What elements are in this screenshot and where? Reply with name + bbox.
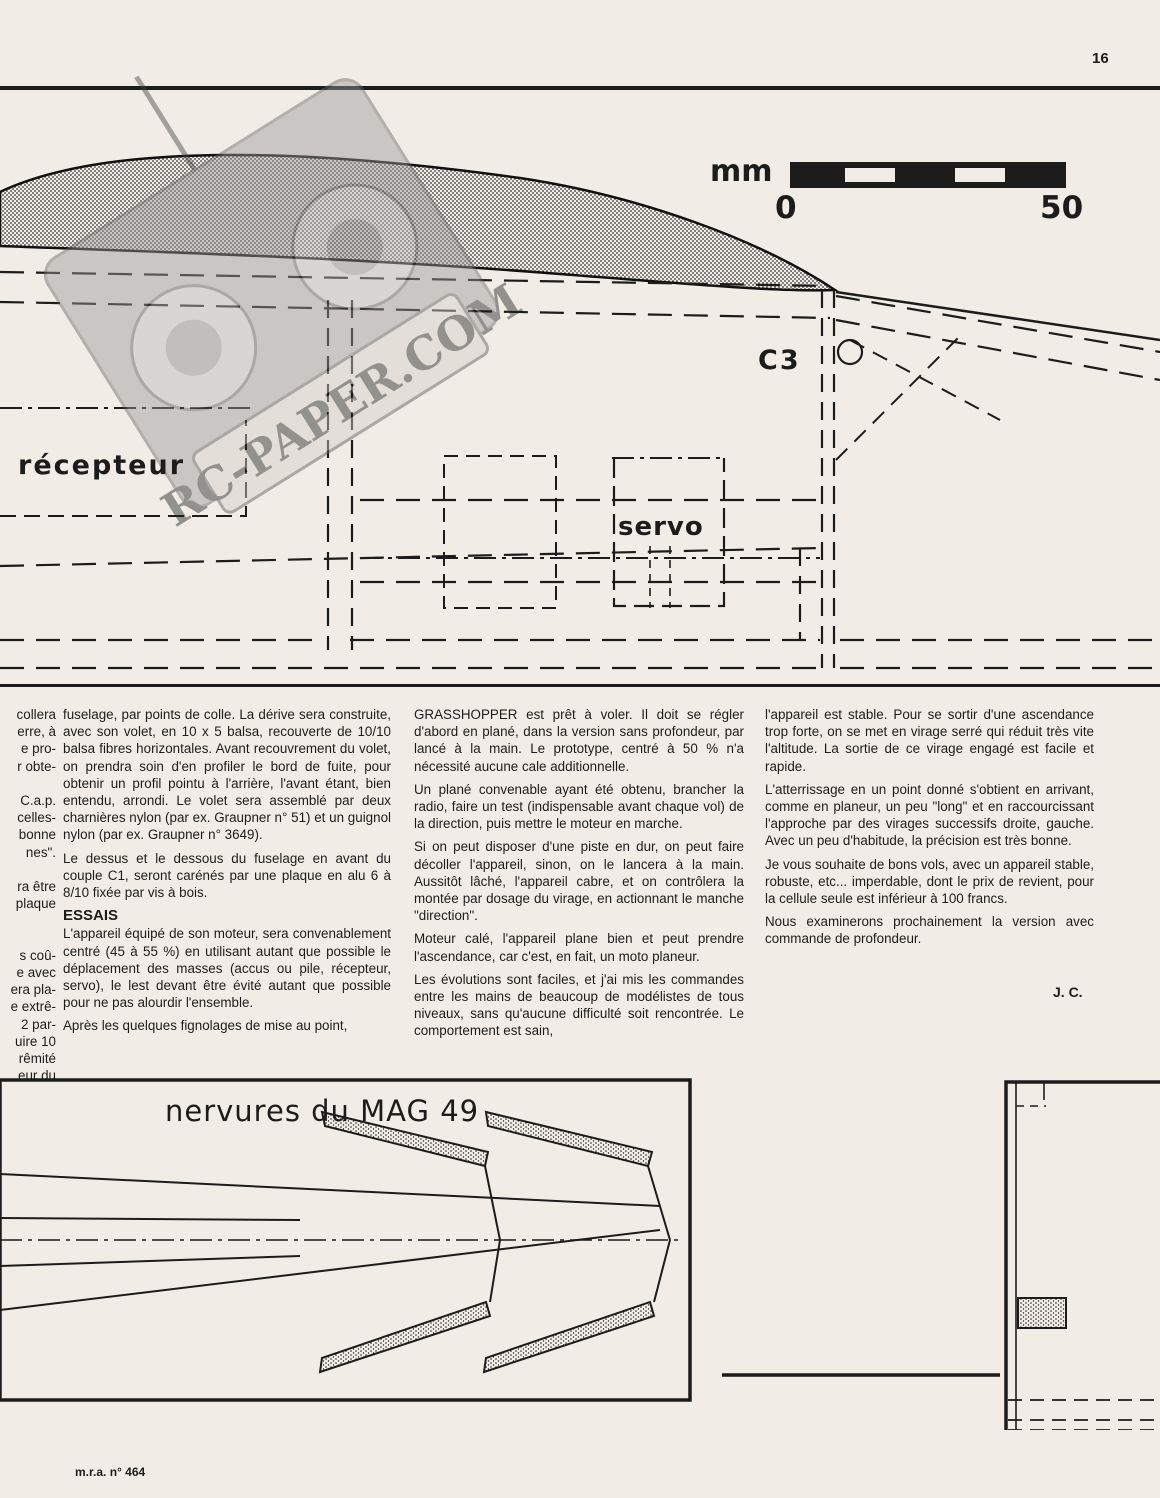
- c3-label: C3: [758, 345, 801, 376]
- cut-line: collera: [16, 707, 56, 722]
- scale-end: 50: [1040, 190, 1084, 226]
- cut-line: era pla-: [10, 982, 56, 998]
- paragraph: Les évolutions sont faciles, et j'ai mis les commandes entre les mains de beaucoup de modélistes de tous niveaux, sans qu'aucune difficulté soit rencontrée. Le comportement est sain,: [414, 971, 744, 1039]
- cut-line: e pro-: [21, 741, 56, 757]
- author-signature: J. C.: [1053, 984, 1083, 1000]
- paragraph: l'appareil est stable. Pour se sortir d'une ascendance trop forte, on se met en virage serré qui réduit très vite l'altitude. La sortie de ce virage engagé est facile et rapide.: [765, 707, 1094, 774]
- section-rule: [0, 684, 1160, 687]
- c3-hole: [838, 340, 862, 364]
- paragraph: Après les quelques fignolages de mise au point,: [63, 1018, 348, 1034]
- scale-start: 0: [775, 190, 797, 226]
- scale-bar: [790, 162, 1066, 188]
- cut-line: [0, 912, 56, 929]
- article-column-1: [63, 706, 391, 1041]
- ribs-title: nervures du MAG 49: [165, 1094, 480, 1128]
- cut-line: e extrê-: [10, 999, 56, 1015]
- section-heading: ESSAIS: [63, 907, 119, 925]
- paragraph: Le dessus et le dessous du fuselage en avant du couple C1, seront carénés par une plaque en alu 6 à 8/10 fixée par vis à bois.: [63, 850, 391, 901]
- paragraph: GRASSHOPPER est prêt à voler. Il doit se régler d'abord en plané, dans la version sans profondeur, par lancé à la main. Le prototype, centré à 50 % n'a nécessité aucune cale additionnelle.: [414, 707, 744, 774]
- cut-line: plaque: [15, 896, 56, 912]
- cut-line: bonne: [18, 827, 56, 843]
- cut-line: [0, 861, 56, 878]
- cut-line: uire 10: [15, 1033, 56, 1049]
- article-column-2: [414, 706, 744, 1046]
- paragraph: L'atterrissage en un point donné s'obtient en arrivant, comme en planeur, un peu "long" et en raccourcissant l'approche par des virages successifs droite, gauche. Avec un peu d'habitude, la précision est très bonne.: [765, 781, 1094, 849]
- cut-line: erre, à: [17, 724, 56, 740]
- cut-line: C.a.p.: [20, 793, 56, 809]
- receiver-label: récepteur: [18, 450, 186, 481]
- cut-line: nes".: [25, 844, 56, 860]
- cut-line: s coû-: [19, 947, 56, 963]
- cut-line: [0, 930, 56, 947]
- cut-line: 2 par-: [21, 1016, 56, 1032]
- paragraph: Je vous souhaite de bons vols, avec un appareil stable, robuste, etc... imperdable, dont le prix de revient, pour la cellule seule est inférieur à 100 francs.: [765, 856, 1094, 907]
- article-column-cut: [0, 706, 56, 1084]
- page-number: 16: [1092, 50, 1109, 67]
- svg-text:RC-PAPER.COM: RC-PAPER.COM: [152, 272, 531, 538]
- cut-line: r obte-: [17, 758, 56, 774]
- paragraph: L'appareil équipé de son moteur, sera convenablement centré (45 à 55 %) en utilisant autant que possible le déplacement des masses (accus ou pile, récepteur, servo), le lest devant être évité autant que possible pour ne pas alourdir l'ensemble.: [63, 926, 391, 1011]
- cut-line: [0, 775, 56, 792]
- paragraph: Si on peut disposer d'une piste en dur, on peut faire décoller l'appareil, sinon, on le lancera à la main. Aussitôt lâché, l'appareil cabre, et on contrôlera la montée par dosage du virage, en actionnant le manche "direction".: [414, 839, 744, 924]
- top-rule: [0, 86, 1160, 90]
- paragraph: Moteur calé, l'appareil plane bien et peut prendre l'ascendance, car c'est, en fait, un moto planeur.: [414, 931, 744, 964]
- cut-line: ra être: [17, 879, 56, 895]
- cut-line: eur du: [18, 1068, 56, 1084]
- scale-unit: mm: [710, 154, 773, 189]
- fuselage-plan-drawing: [0, 0, 1160, 690]
- paragraph: Nous examinerons prochainement la version avec commande de profondeur.: [765, 914, 1094, 947]
- cut-line: celles-: [17, 810, 56, 826]
- article-column-3: [765, 706, 1094, 954]
- footer-issue: m.r.a. n° 464: [75, 1465, 146, 1479]
- cut-line: e avec: [16, 965, 56, 981]
- paragraph: Un plané convenable ayant été obtenu, brancher la radio, faire un test (indispensable avant chaque vol) de la direction, puis mettre le moteur en marche.: [414, 781, 744, 832]
- paragraph: fuselage, par points de colle. La dérive sera construite, avec son volet, en 10 x 5 balsa, recouverte de 10/10 balsa fibres horizontales. Avant recouvrement du volet, on prendra soin d'en profiler le bord de fuite, pour obtenir un profil pointu à l'arrière, l'avant étant, bien entendu, arrondi. Le volet sera assemblé par deux charnières nylon (par ex. Graupner n° 51) et un guignol nylon (par ex. Graupner n° 3649).: [63, 707, 391, 843]
- servo-label: servo: [618, 512, 704, 542]
- cut-line: rêmité: [18, 1051, 56, 1067]
